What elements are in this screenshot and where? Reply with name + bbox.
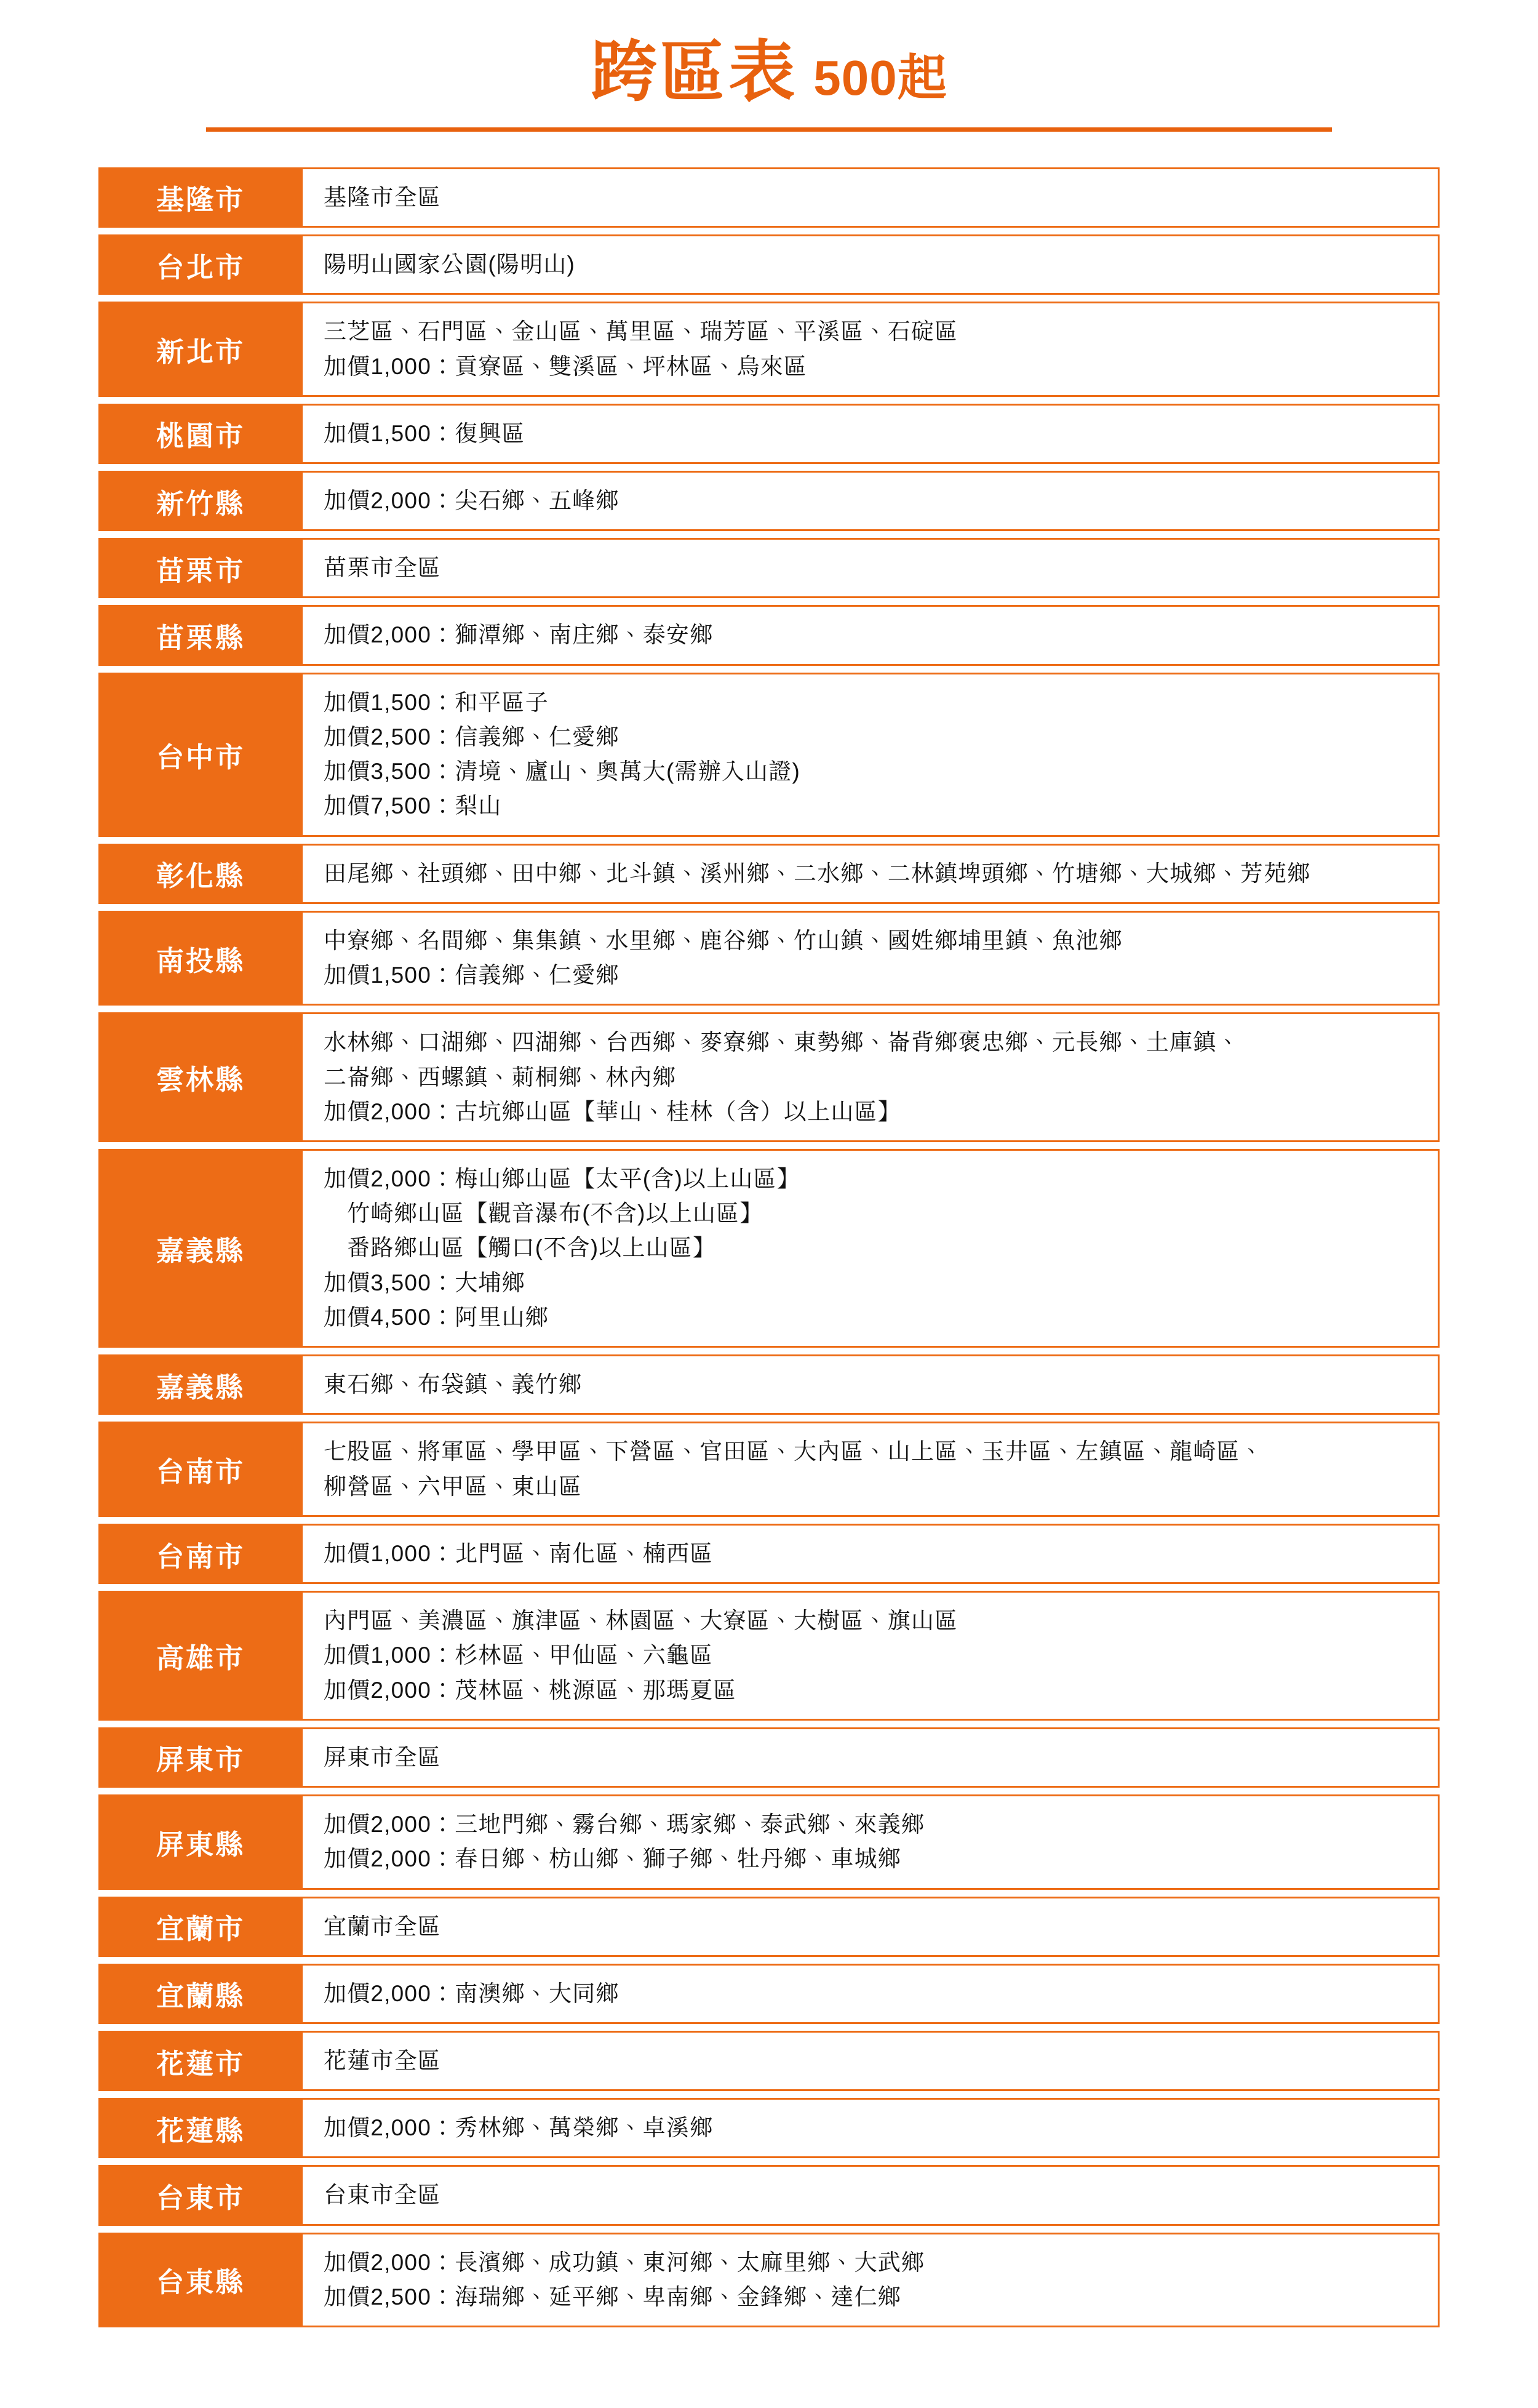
detail-line-list (324, 2044, 1422, 2078)
detail-line-list (324, 857, 1422, 891)
detail-line-list (324, 1537, 1422, 1571)
detail-line: 加價2,000：獅潭鄉、南庄鄉、泰安鄉 (324, 622, 714, 648)
detail-line: 加價2,000：古坑鄉山區【華山、桂林（含）以上山區】 (324, 1098, 901, 1124)
region-name-cell: 花蓮市 (98, 2031, 303, 2091)
table-row (98, 1591, 1440, 1721)
table-row (98, 1012, 1440, 1142)
detail-line: 加價1,500：信義鄉、仁愛鄉 (324, 962, 620, 988)
detail-line: 苗栗市全區 (324, 555, 441, 581)
region-detail-cell (303, 1897, 1440, 1957)
detail-line-list (324, 314, 1422, 383)
region-name-cell: 桃園市 (98, 404, 303, 464)
table-row (98, 471, 1440, 531)
region-detail-cell (303, 1354, 1440, 1415)
region-detail-cell (303, 1591, 1440, 1721)
region-name-cell: 台中市 (98, 673, 303, 837)
region-name-cell: 新竹縣 (98, 471, 303, 531)
table-row (98, 538, 1440, 598)
detail-line: 陽明山國家公園(陽明山) (324, 252, 576, 278)
detail-line-list (324, 1604, 1422, 1708)
detail-line: 加價2,500：信義鄉、仁愛鄉 (324, 724, 620, 750)
detail-line: 加價2,000：春日鄉、枋山鄉、獅子鄉、牡丹鄉、車城鄉 (324, 1846, 901, 1872)
region-name-cell: 台南市 (98, 1422, 303, 1516)
detail-line-list (324, 1162, 1422, 1335)
table-row (98, 2165, 1440, 2225)
page-title (0, 36, 1538, 109)
detail-line: 加價4,500：阿里山鄉 (324, 1304, 549, 1330)
page-title-sub: 500起 (813, 50, 947, 105)
region-detail-cell (303, 471, 1440, 531)
table-row (98, 167, 1440, 228)
detail-line: 加價2,000：梅山鄉山區【太平(含)以上山區】 (324, 1166, 801, 1192)
region-detail-cell (303, 2165, 1440, 2225)
region-name-cell: 嘉義縣 (98, 1149, 303, 1348)
detail-line: 中寮鄉、名間鄉、集集鎮、水里鄉、鹿谷鄉、竹山鎮、國姓鄉埔里鎮、魚池鄉 (324, 927, 1123, 953)
table-row (98, 2233, 1440, 2327)
detail-line: 宜蘭市全區 (324, 1913, 441, 1939)
table-row (98, 1727, 1440, 1788)
detail-line: 番路鄉山區【觸口(不含)以上山區】 (324, 1235, 717, 1261)
detail-line: 竹崎鄉山區【觀音瀑布(不含)以上山區】 (324, 1201, 763, 1226)
table-row (98, 673, 1440, 837)
region-name-cell: 台東市 (98, 2165, 303, 2225)
region-name-cell: 苗栗縣 (98, 605, 303, 665)
detail-line: 七股區、將軍區、學甲區、下營區、官田區、大內區、山上區、玉井區、左鎮區、龍崎區、 (324, 1439, 1264, 1465)
region-detail-cell (303, 2098, 1440, 2158)
region-name-cell: 台南市 (98, 1524, 303, 1584)
detail-line: 加價3,500：大埔鄉 (324, 1270, 525, 1295)
table-row (98, 234, 1440, 295)
region-detail-cell (303, 1422, 1440, 1516)
detail-line-list (324, 1910, 1422, 1944)
region-detail-cell (303, 2233, 1440, 2327)
region-name-cell: 新北市 (98, 302, 303, 396)
table-row (98, 605, 1440, 665)
detail-line-list (324, 1434, 1422, 1503)
detail-line-list (324, 247, 1422, 282)
detail-line: 加價2,000：南澳鄉、大同鄉 (324, 1980, 620, 2006)
region-detail-cell (303, 404, 1440, 464)
detail-line: 加價7,500：梨山 (324, 793, 502, 819)
detail-line-list (324, 1367, 1422, 1402)
region-detail-cell (303, 2031, 1440, 2091)
page-header (0, 0, 1538, 132)
detail-line-list (324, 484, 1422, 518)
table-row (98, 1794, 1440, 1889)
detail-line: 田尾鄉、社頭鄉、田中鄉、北斗鎮、溪州鄉、二水鄉、二林鎮埤頭鄉、竹塘鄉、大城鄉、芳苑鄉 (324, 860, 1311, 886)
detail-line-list (324, 180, 1422, 215)
region-detail-cell (303, 673, 1440, 837)
detail-line: 東石鄉、布袋鎮、義竹鄉 (324, 1372, 583, 1398)
region-detail-cell (303, 911, 1440, 1006)
detail-line: 加價3,500：清境、廬山、奧萬大(需辦入山證) (324, 759, 801, 785)
detail-line: 加價2,500：海瑞鄉、延平鄉、卑南鄉、金鋒鄉、達仁鄉 (324, 2284, 901, 2310)
detail-line: 加價1,000：貢寮區、雙溪區、坪林區、烏來區 (324, 353, 808, 379)
detail-line: 三芝區、石門區、金山區、萬里區、瑞芳區、平溪區、石碇區 (324, 319, 958, 345)
region-name-cell: 宜蘭市 (98, 1897, 303, 1957)
title-divider (206, 127, 1332, 132)
region-name-cell: 苗栗市 (98, 538, 303, 598)
detail-line-list (324, 2178, 1422, 2212)
region-detail-cell (303, 1149, 1440, 1348)
table-row (98, 404, 1440, 464)
detail-line: 柳營區、六甲區、東山區 (324, 1473, 583, 1499)
region-name-cell: 屏東市 (98, 1727, 303, 1788)
detail-line-list (324, 686, 1422, 824)
detail-line: 加價2,000：三地門鄉、霧台鄉、瑪家鄉、泰武鄉、來義鄉 (324, 1812, 925, 1838)
detail-line: 加價1,500：復興區 (324, 420, 525, 446)
region-detail-cell (303, 234, 1440, 295)
detail-line-list (324, 1025, 1422, 1129)
region-name-cell: 雲林縣 (98, 1012, 303, 1142)
detail-line-list (324, 417, 1422, 451)
detail-line: 二崙鄉、西螺鎮、莿桐鄉、林內鄉 (324, 1064, 676, 1090)
region-price-table (98, 167, 1440, 2327)
detail-line: 花蓮市全區 (324, 2048, 441, 2073)
region-name-cell: 基隆市 (98, 167, 303, 228)
region-name-cell: 嘉義縣 (98, 1354, 303, 1415)
table-row (98, 2098, 1440, 2158)
detail-line: 加價2,000：尖石鄉、五峰鄉 (324, 487, 620, 513)
region-detail-cell (303, 1727, 1440, 1788)
region-detail-cell (303, 167, 1440, 228)
detail-line: 加價2,000：茂林區、桃源區、那瑪夏區 (324, 1677, 737, 1703)
region-detail-cell (303, 844, 1440, 904)
region-name-cell: 彰化縣 (98, 844, 303, 904)
detail-line-list (324, 2246, 1422, 2314)
region-detail-cell (303, 538, 1440, 598)
table-row (98, 1964, 1440, 2024)
region-name-cell: 高雄市 (98, 1591, 303, 1721)
region-detail-cell (303, 1794, 1440, 1889)
region-detail-cell (303, 605, 1440, 665)
detail-line: 台東市全區 (324, 2182, 441, 2208)
table-row (98, 2031, 1440, 2091)
detail-line: 加價2,000：長濱鄉、成功鎮、東河鄉、太麻里鄉、大武鄉 (324, 2249, 925, 2275)
region-name-cell: 花蓮縣 (98, 2098, 303, 2158)
table-row (98, 302, 1440, 396)
page-title-main: 跨區表 (591, 34, 798, 109)
region-detail-cell (303, 1012, 1440, 1142)
table-row (98, 1422, 1440, 1516)
region-name-cell: 屏東縣 (98, 1794, 303, 1889)
region-detail-cell (303, 302, 1440, 396)
table-row (98, 1354, 1440, 1415)
region-name-cell: 南投縣 (98, 911, 303, 1006)
detail-line: 加價1,500：和平區子 (324, 689, 549, 715)
detail-line-list (324, 1807, 1422, 1876)
table-row (98, 1897, 1440, 1957)
detail-line-list (324, 618, 1422, 652)
region-detail-cell (303, 1524, 1440, 1584)
detail-line: 基隆市全區 (324, 184, 441, 210)
region-detail-cell (303, 1964, 1440, 2024)
detail-line: 加價1,000：北門區、南化區、楠西區 (324, 1540, 714, 1566)
table-row (98, 1149, 1440, 1348)
table-row (98, 844, 1440, 904)
table-row (98, 1524, 1440, 1584)
detail-line-list (324, 551, 1422, 585)
region-name-cell: 宜蘭縣 (98, 1964, 303, 2024)
detail-line: 屏東市全區 (324, 1744, 441, 1770)
detail-line-list (324, 2111, 1422, 2145)
detail-line: 內門區、美濃區、旗津區、林園區、大寮區、大樹區、旗山區 (324, 1608, 958, 1634)
detail-line-list (324, 924, 1422, 993)
table-row (98, 911, 1440, 1006)
detail-line: 加價1,000：杉林區、甲仙區、六龜區 (324, 1642, 714, 1668)
detail-line: 水林鄉、口湖鄉、四湖鄉、台西鄉、麥寮鄉、東勢鄉、崙背鄉褒忠鄉、元長鄉、土庫鎮、 (324, 1030, 1240, 1055)
detail-line: 加價2,000：秀林鄉、萬榮鄉、卓溪鄉 (324, 2115, 714, 2141)
region-name-cell: 台北市 (98, 234, 303, 295)
detail-line-list (324, 1977, 1422, 2011)
region-name-cell: 台東縣 (98, 2233, 303, 2327)
detail-line-list (324, 1740, 1422, 1775)
